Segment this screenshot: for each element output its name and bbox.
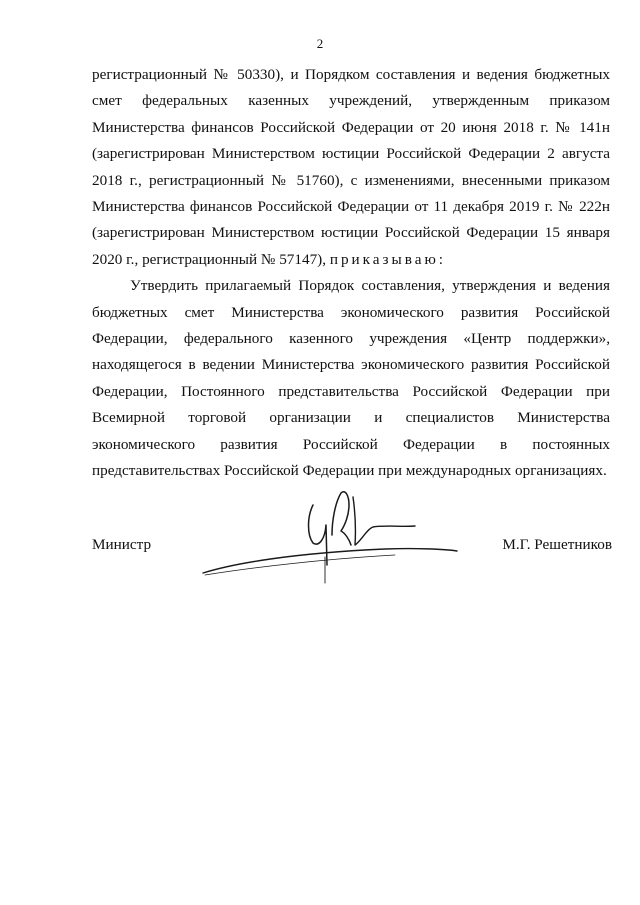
paragraph-legal-basis bbox=[92, 62, 610, 273]
page-number: 2 bbox=[316, 36, 324, 51]
signatory-name: М.Г. Решетников bbox=[502, 536, 612, 553]
document-body bbox=[92, 62, 610, 485]
paragraph-approval: Утвердить прилагаемый Порядок составления, утверждения и ведения бюджетных смет Министерства экономического развития Российской Федерации, федерального казенного учреждения «Центр поддержки», находящегося в ведении Министерства экономического развития Российской Федерации, Постоянного представительства Российской Федерации при Всемирной торговой организации и специалистов Министерства экономического развития Российской Федерации в постоянных представительствах Российской Федерации при международных организациях. bbox=[92, 277, 610, 480]
handwritten-signature bbox=[195, 487, 465, 587]
paragraph-legal-basis-text: регистрационный № 50330), и Порядком составления и ведения бюджетных смет федеральных казенных учреждений, утвержденным приказом Министерства финансов Российской Федерации от 20 июня 2018 г. № 141н (зарегистрирован Министерством юстиции Российской Федерации 2 августа 2018 г., регистрационный № 51760), с изменениями, внесенными приказом Министерства финансов Российской Федерации от 11 декабря 2019 г. № 222н (зарегистрирован Министерством юстиции Российской Федерации 15 января 2020 г., регистрационный № 57147), bbox=[92, 66, 610, 268]
signatory-title: Министр bbox=[92, 536, 152, 553]
order-command: приказываю: bbox=[329, 250, 447, 268]
